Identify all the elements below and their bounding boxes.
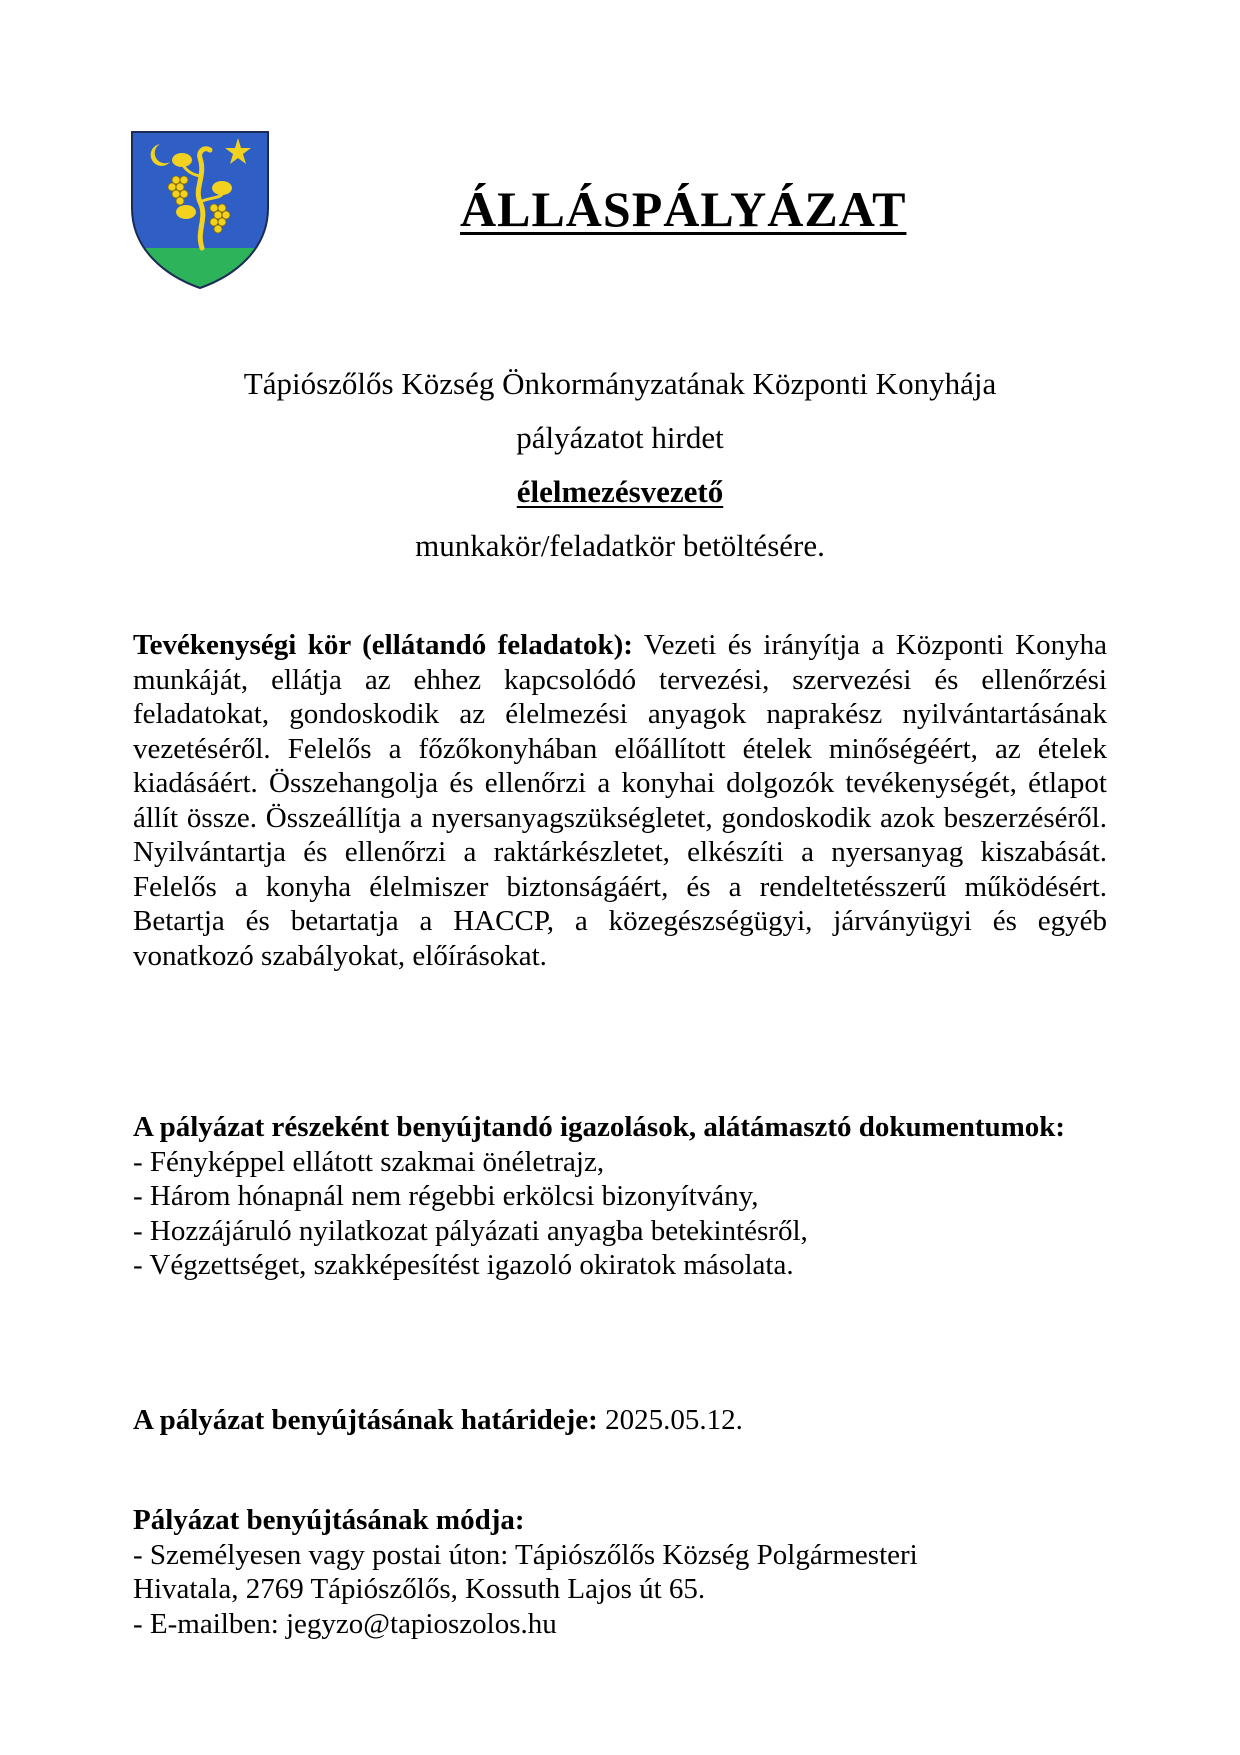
list-item: - E-mailben: jegyzo@tapioszolos.hu (133, 1607, 557, 1640)
list-item: - Hozzájáruló nyilatkozat pályázati anyagba betekintésről, (133, 1214, 808, 1247)
submission-section (133, 1503, 1107, 1641)
duties-text: Vezeti és irányítja a Központi Konyha munkáját, ellátja az ehhez kapcsolódó tervezési, szervezési és ellenőrzési feladatokat, gondoskodik az élelmezési anyagok naprakész nyilvántartásának vezetéséről. Felelős a főzőkonyhában előállított ételek minőségéért, az ételek kiadásáért. Összehangolja és ellenőrzi a konyhai dolgozók tevékenységét, étlapot állít össze. Összeállítja a nyersanyagszükségletet, gondoskodik azok beszerzéséről. Nyilvántartja és ellenőrzi a raktárkészletet, elkészíti a nyersanyag kiszabását. Felelős a konyha élelmiszer biztonságáért, és a rendeltetésszerű működésért. Betartja és betartatja a HACCP, a közegészségügyi, járványügyi és egyéb vonatkozó szabályokat, előírásokat. (133, 629, 1107, 972)
list-item: - Személyesen vagy postai úton: Tápiószőlős Község Polgármesteri Hivatala, 2769 Tápiószőlős, Kossuth Lajos út 65. (133, 1538, 918, 1605)
coat-of-arms-icon (130, 130, 270, 290)
duties-label: Tevékenységi kör (ellátandó feladatok): (133, 629, 633, 661)
deadline-value: 2025.05.12. (597, 1404, 743, 1436)
intro-block (133, 357, 1107, 573)
list-item: - Három hónapnál nem régebbi erkölcsi bizonyítvány, (133, 1180, 759, 1212)
intro-line-purpose: munkakör/feladatkör betöltésére. (415, 528, 825, 563)
duties-section (133, 628, 1107, 973)
documents-section (133, 1110, 1107, 1283)
intro-line-announce: pályázatot hirdet (516, 420, 724, 455)
deadline-section (133, 1403, 1107, 1438)
list-item: - Végzettséget, szakképesítést igazoló okiratok másolata. (133, 1249, 794, 1281)
intro-line-employer: Tápiószőlős Község Önkormányzatának Központi Konyhája (243, 366, 997, 401)
documents-label: A pályázat részeként benyújtandó igazolások, alátámasztó dokumentumok: (133, 1111, 1066, 1143)
submission-label: Pályázat benyújtásának módja: (133, 1504, 525, 1536)
page-title: ÁLLÁSPÁLYÁZAT (460, 181, 907, 237)
position-title: élelmezésvezető (516, 474, 724, 509)
deadline-label: A pályázat benyújtásának határideje: (133, 1404, 598, 1436)
list-item: - Fényképpel ellátott szakmai önéletrajz, (133, 1145, 605, 1178)
